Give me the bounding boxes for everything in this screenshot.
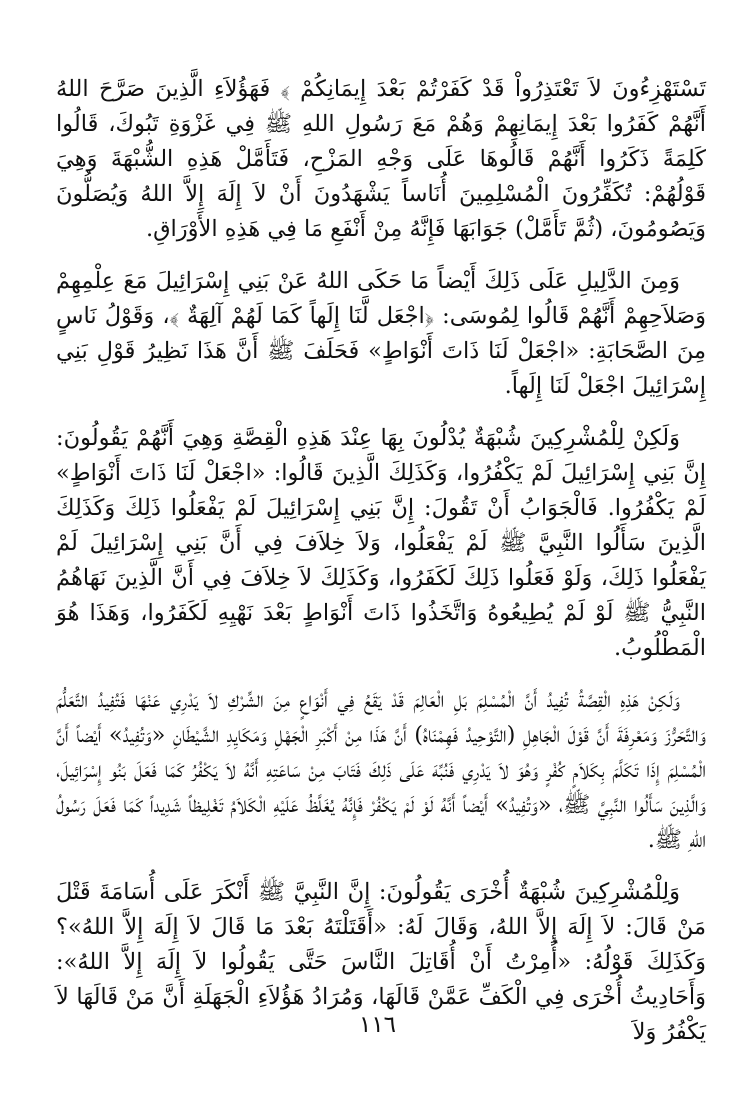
paragraph-5: وَلِلْمُشْرِكِينَ شُبْهَةٌ أُخْرَى يَقُولُونَ: إِنَّ النَّبِيَّ ﷺ أَنْكَرَ عَلَى أُسَامَةَ قَتْلَ مَنْ قَالَ: لاَ إِلَهَ إِلاَّ اللهُ، وَقَالَ لَهُ: «أَقَتَلْتَهُ بَعْدَ مَا قَالَ لاَ إِلَهَ إِلاَّ اللهُ»؟ وَكَذَلِكَ قَوْلُهُ: «أُمِرْتُ أَنْ أُقَاتِلَ النَّاسَ حَتَّى يَقُولُوا لاَ إِلَهَ إِلاَّ اللهُ»: وَأَحَادِيثُ أُخْرَى فِي الْكَفِّ عَمَّنْ قَالَهَا، وَمُرَادُ هَؤُلاَءِ الْجَهَلَةِ أَنَّ مَنْ قَالَهَا لاَ يَكْفُرُ وَلاَ [56, 879, 706, 1045]
paragraph-2: وَمِنَ الدَّلِيلِ عَلَى ذَلِكَ أَيْضاً مَا حَكَى اللهُ عَنْ بَنِي إِسْرَائِيلَ مَعَ عِلْمِهِمْ وَصَلاَحِهِمْ أَنَّهُمْ قَالُوا لِمُوسَى: ﴿اجْعَل لَّنَا إِلَهاً كَمَا لَهُمْ آلِهَةٌ ﴾، وَقَوْلُ نَاسٍ مِنَ الصَّحَابَةِ: «اجْعَلْ لَنَا ذَاتَ أَنْوَاطٍ» فَحَلَفَ ﷺ أَنَّ هَذَا نَظِيرُ قَوْلِ بَنِي إِسْرَائِيلَ اجْعَلْ لَنَا إِلَهاً. [56, 268, 706, 399]
paragraph-4: وَلَكِنْ هَذِهِ الْقِصَّةُ تُفِيدُ أَنَّ الْمُسْلِمَ بَلِ الْعَالِمَ قَدْ يَقَعُ فِي أَنْوَاعٍ مِنَ الشِّرْكِ لاَ يَدْرِي عَنْهَا فَتُفِيدُ التَّعَلُّمَ وَالتَّحَرُّزَ وَمَعْرِفَةَ أَنَّ قَوْلَ الْجَاهِلِ (التَّوْحِيدُ فَهِمْنَاهُ) أَنَّ هَذَا مِنْ أَكْبَرِ الْجَهْلِ وَمَكَايِدِ الشَّيْطَانِ «وَتُفِيدُ» أَيْضاً أَنَّ الْمُسْلِمَ إِذَا تَكَلَّمَ بِكَلاَمٍ كُفْرٍ وَهُوَ لاَ يَدْرِي فَنُبِّهَ عَلَى ذَلِكَ فَتَابَ مِنْ سَاعَتِهِ أَنَّهُ لاَ يَكْفُرُ كَمَا فَعَلَ بَنُو إِسْرَائِيلَ، وَالَّذِينَ سَأَلُوا النَّبِيَّ ﷺ، «وَتُفِيدُ» أَيْضاً أَنَّهُ لَوْ لَمْ يَكْفُرْ فَإِنَّهُ يُغَلَّظُ عَلَيْهِ الْكَلاَمُ تَغْلِيظاً شَدِيداً كَمَا فَعَلَ رَسُولُ اللهِ ﷺ. [56, 687, 706, 853]
page-number: ١١٦ [358, 1012, 397, 1038]
page-body [56, 72, 706, 1067]
paragraph-1: تَسْتَهْزِءُونَ لاَ تَعْتَذِرُواْ قَدْ كَفَرْتُمْ بَعْدَ إِيمَانِكُمْ ﴾ فَهَؤُلاَءِ الَّذِينَ صَرَّحَ اللهُ أَنَّهُمْ كَفَرُوا بَعْدَ إِيمَانِهِمْ وَهُمْ مَعَ رَسُولِ اللهِ ﷺ فِي غَزْوَةِ تَبُوكَ، قَالُوا كَلِمَةً ذَكَرُوا أَنَّهُمْ قَالُوهَا عَلَى وَجْهِ المَزْحِ، فَتَأَمَّلْ هَذِهِ الشُّبْهَةَ وَهِيَ قَوْلُهُمْ: تُكَفِّرُونَ الْمُسْلِمِينَ أُنَاساً يَشْهَدُونَ أَنْ لاَ إِلَهَ إِلاَّ اللهُ وَيُصَلُّونَ وَيَصُومُونَ، (ثُمَّ تَأَمَّلْ) جَوَابَهَا فَإِنَّهُ مِنْ أَنْفَعِ مَا فِي هَذِهِ الأَوْرَاقِ. [56, 76, 706, 242]
paragraph-3: وَلَكِنْ لِلْمُشْرِكِينَ شُبْهَةٌ يُدْلُونَ بِهَا عِنْدَ هَذِهِ الْقِصَّةِ وَهِيَ أَنَّهُمْ يَقُولُونَ: إِنَّ بَنِي إِسْرَائِيلَ لَمْ يَكْفُرُوا، وَكَذَلِكَ الَّذِينَ قَالُوا: «اجْعَلْ لَنَا ذَاتَ أَنْوَاطٍ» لَمْ يَكْفُرُوا. فَالْجَوَابُ أَنْ تَقُولَ: إِنَّ بَنِي إِسْرَائِيلَ لَمْ يَفْعَلُوا ذَلِكَ وَكَذَلِكَ الَّذِينَ سَأَلُوا النَّبِيَّ ﷺ لَمْ يَفْعَلُوا، وَلاَ خِلاَفَ فِي أَنَّ بَنِي إِسْرَائِيلَ لَمْ يَفْعَلُوا ذَلِكَ، وَلَوْ فَعَلُوا ذَلِكَ لَكَفَرُوا، وَكَذَلِكَ لاَ خِلاَفَ فِي أَنَّ الَّذِينَ نَهَاهُمُ النَّبِيُّ ﷺ لَوْ لَمْ يُطِيعُوهُ وَاتَّخَذُوا ذَاتَ أَنْوَاطٍ بَعْدَ نَهْيِهِ لَكَفَرُوا، وَهَذَا هُوَ الْمَطْلُوبُ. [56, 425, 706, 661]
